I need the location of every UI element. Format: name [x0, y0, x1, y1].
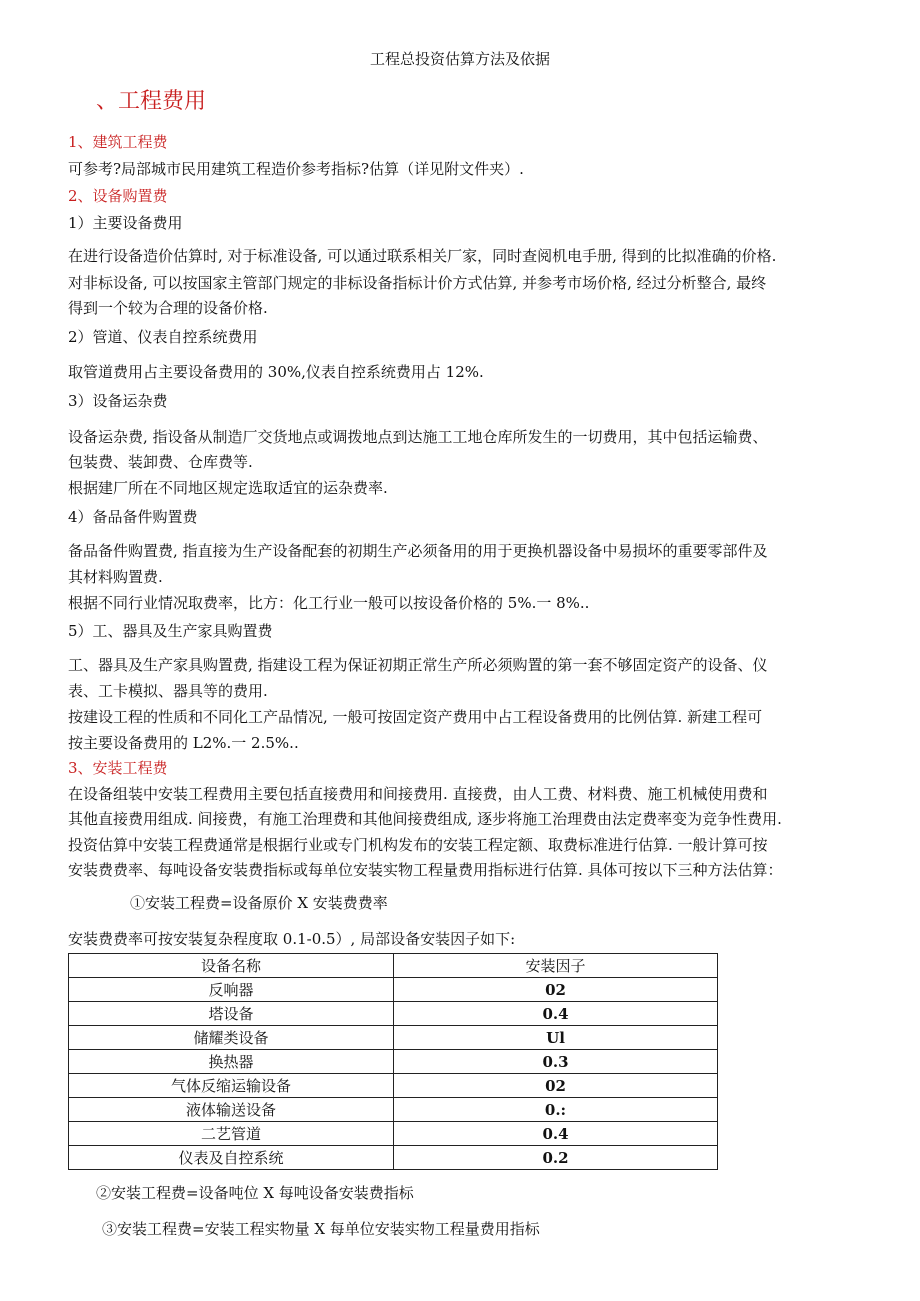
subheading-pipes-instruments: 2）管道、仪表自控系统费用	[68, 328, 258, 346]
paragraph-line: 得到一个较为合理的设备价格.	[68, 299, 268, 317]
factor-cell: 02	[394, 1074, 718, 1098]
paragraph-building-cost: 可参考?局部城市民用建筑工程造价参考指标?估算（详见附文件夹）.	[68, 160, 524, 178]
table-row	[69, 1074, 718, 1098]
equipment-name-cell: 气体反缩运输设备	[69, 1074, 394, 1098]
formula-method-1: ①安装工程费=设备原价 X 安装费费率	[130, 894, 388, 912]
heading-building-cost: 1、建筑工程费	[68, 133, 168, 151]
factor-cell: 0.2	[394, 1146, 718, 1170]
equipment-name-cell: 反响器	[69, 978, 394, 1002]
equipment-name-cell: 二艺管道	[69, 1122, 394, 1146]
document-title: 工程总投资估算方法及依据	[369, 50, 550, 68]
formula-method-2: ②安装工程费=设备吨位 X 每吨设备安装费指标	[96, 1184, 414, 1202]
factor-cell: 02	[394, 978, 718, 1002]
formula-method-3: ③安装工程费=安装工程实物量 X 每单位安装实物工程量费用指标	[102, 1220, 540, 1238]
paragraph-line: 按建设工程的性质和不同化工产品情况, 一般可按固定资产费用中占工程设备费用的比例估算. 新建工程可	[68, 708, 763, 726]
subheading-tools-furniture: 5）工、器具及生产家具购置费	[68, 622, 273, 640]
table-row	[69, 1098, 718, 1122]
paragraph-line: 按主要设备费用的 L2%.一 2.5%..	[68, 734, 299, 752]
paragraph-line: 其材料购置费.	[68, 568, 163, 586]
table-row	[69, 1146, 718, 1170]
table-header-row	[69, 954, 718, 978]
paragraph-line: 安装费费率、每吨设备安装费指标或每单位安装实物工程量费用指标进行估算. 具体可按以下三种方法估算：	[68, 861, 783, 879]
factor-cell: 0.3	[394, 1050, 718, 1074]
subheading-main-equipment: 1）主要设备费用	[68, 214, 183, 232]
factor-cell: 0.4	[394, 1122, 718, 1146]
table-row	[69, 1002, 718, 1026]
paragraph-line: 根据建厂所在不同地区规定选取适宜的运杂费率.	[68, 479, 388, 497]
paragraph-line: 包装费、装卸费、仓库费等.	[68, 453, 253, 471]
heading-equipment-purchase: 2、设备购置费	[68, 187, 168, 205]
equipment-name-cell: 换热器	[69, 1050, 394, 1074]
column-header: 设备名称	[69, 954, 394, 978]
subheading-freight: 3）设备运杂费	[68, 392, 168, 410]
equipment-name-cell: 液体输送设备	[69, 1098, 394, 1122]
table-row	[69, 1122, 718, 1146]
rate-note: 安装费费率可按安装复杂程度取 0.1-0.5）, 局部设备安装因子如下:	[68, 930, 516, 948]
paragraph-line: 投资估算中安装工程费通常是根据行业或专门机构发布的安装工程定额、取费标准进行估算. 一般计算可按	[68, 836, 768, 854]
paragraph-line: 根据不同行业情况取费率，比方：化工行业一般可以按设备价格的 5%.一 8%..	[68, 594, 590, 612]
equipment-name-cell: 储耀类设备	[69, 1026, 394, 1050]
factor-cell: 0.4	[394, 1002, 718, 1026]
paragraph-line: 设备运杂费, 指设备从制造厂交货地点或调拨地点到达施工工地仓库所发生的一切费用，其中包括运输费、	[68, 428, 768, 446]
column-header: 安装因子	[394, 954, 718, 978]
paragraph-line: 工、器具及生产家具购置费, 指建设工程为保证初期正常生产所必须购置的第一套不够固定资产的设备、仪	[68, 656, 768, 674]
paragraph-line: 取管道费用占主要设备费用的 30%,仪表自控系统费用占 12%.	[68, 363, 484, 381]
installation-factor-table	[68, 953, 718, 1170]
heading-installation-cost: 3、安装工程费	[68, 759, 168, 777]
factor-cell: 0.:	[394, 1098, 718, 1122]
table-row	[69, 978, 718, 1002]
paragraph-line: 对非标设备, 可以按国家主管部门规定的非标设备指标计价方式估算, 并参考市场价格, 经过分析整合, 最终	[68, 274, 767, 292]
paragraph-line: 在设备组装中安装工程费用主要包括直接费用和间接费用. 直接费，由人工费、材料费、施工机械使用费和	[68, 785, 768, 803]
table-row	[69, 1026, 718, 1050]
paragraph-line: 其他直接费用组成. 间接费，有施工治理费和其他间接费组成, 逐步将施工治理费由法定费率变为竞争性费用.	[68, 810, 782, 828]
subheading-spare-parts: 4）备品备件购置费	[68, 508, 198, 526]
paragraph-line: 备品备件购置费, 指直接为生产设备配套的初期生产必须备用的用于更换机器设备中易损坏的重要零部件及	[68, 542, 768, 560]
paragraph-line: 在进行设备造价估算时, 对于标准设备, 可以通过联系相关厂家，同时查阅机电手册, 得到的比拟准确的价格.	[68, 247, 777, 265]
factor-cell: Ul	[394, 1026, 718, 1050]
equipment-name-cell: 仪表及自控系统	[69, 1146, 394, 1170]
section-heading-engineering-costs: 、工程费用	[96, 89, 207, 114]
equipment-name-cell: 塔设备	[69, 1002, 394, 1026]
table-row	[69, 1050, 718, 1074]
paragraph-line: 表、工卡模拟、器具等的费用.	[68, 682, 268, 700]
